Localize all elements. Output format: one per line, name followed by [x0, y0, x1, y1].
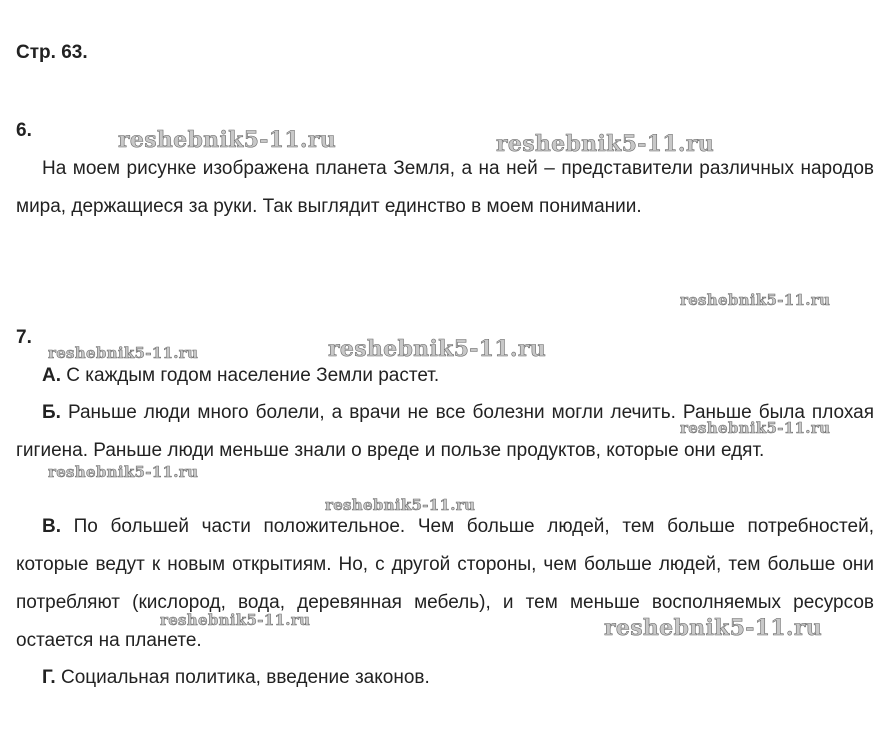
watermark: reshebnik5-11.ru: [496, 131, 715, 157]
watermark: reshebnik5-11.ru: [48, 344, 199, 362]
answer-c: [16, 508, 874, 660]
question-7-number: 7.: [16, 327, 32, 348]
answer-a-text: С каждым годом население Земли растет.: [66, 365, 440, 386]
answer-a-letter: А.: [42, 365, 61, 386]
answer-a: [16, 357, 874, 395]
watermark: reshebnik5-11.ru: [328, 336, 547, 362]
answer-d-letter: Г.: [42, 667, 56, 688]
answer-c-text: По большей части положительное. Чем больше людей, тем больше потребностей, которые ведут к новым открытиям. Но, с другой стороны, чем больше людей, тем больше они потребляют (кислород, вода, деревянная мебель), и тем меньше восполняемых ресурсов остается на планете.: [16, 516, 874, 651]
watermark: reshebnik5-11.ru: [680, 291, 831, 309]
answer-c-letter: В.: [42, 516, 61, 537]
watermark: reshebnik5-11.ru: [604, 615, 823, 641]
question-6-answer: На моем рисунке изображена планета Земля, а на ней – представители различных народов мира, держащиеся за руки. Так выглядит единство в моем понимании.: [16, 158, 874, 217]
watermark: reshebnik5-11.ru: [325, 496, 476, 514]
page-number: Стр. 63.: [16, 42, 88, 63]
watermark: reshebnik5-11.ru: [160, 611, 311, 629]
answer-b-text: Раньше люди много болели, а врачи не все болезни могли лечить. Раньше была плохая гигиена. Раньше люди меньше знали о вреде и пользе продуктов, которые они едят.: [16, 402, 874, 461]
watermark: reshebnik5-11.ru: [118, 127, 337, 153]
watermark: reshebnik5-11.ru: [680, 419, 831, 437]
watermark: reshebnik5-11.ru: [48, 463, 199, 481]
answer-b-letter: Б.: [42, 402, 61, 423]
answer-d-text: Социальная политика, введение законов.: [60, 667, 430, 688]
answer-b: [16, 394, 874, 470]
question-6-number: 6.: [16, 120, 32, 141]
answer-d: [16, 659, 874, 697]
